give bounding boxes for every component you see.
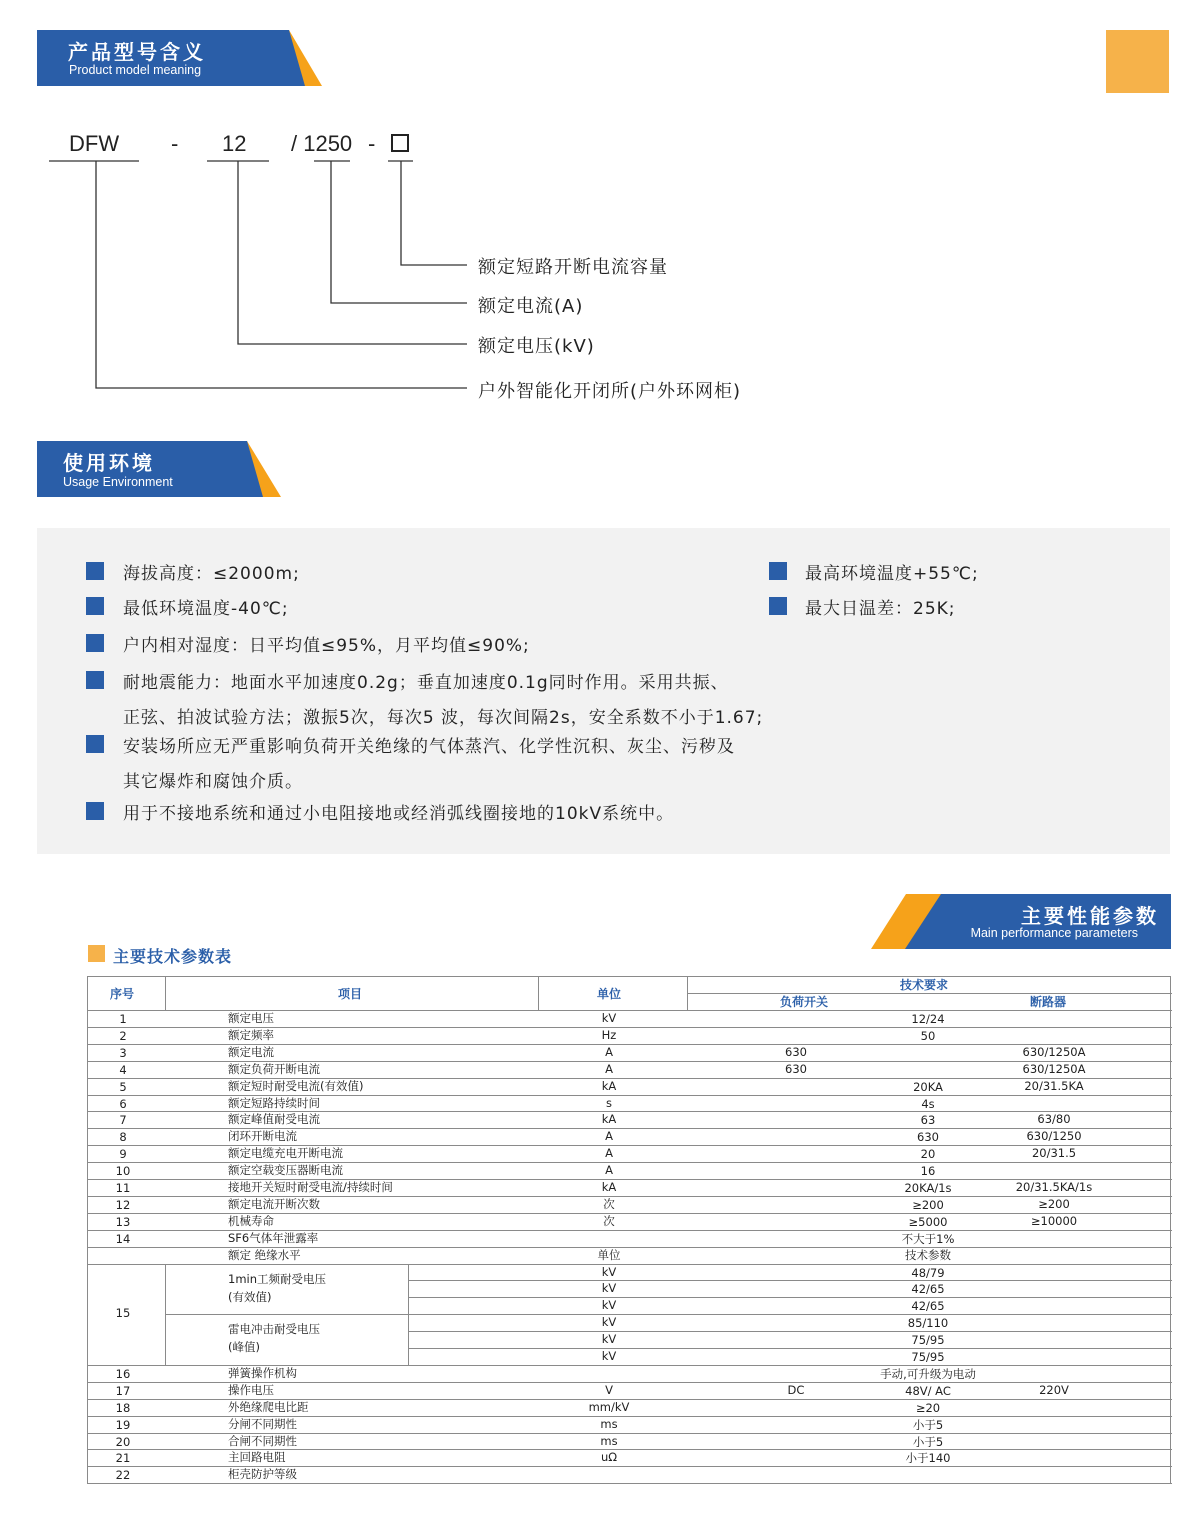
row-unit: Hz <box>601 1027 617 1042</box>
row-number: 1 <box>119 1012 127 1026</box>
bullet-square <box>86 634 104 652</box>
model-dash: - <box>171 131 179 156</box>
row-value: 20KA/1s <box>904 1181 952 1195</box>
row-item: 外绝缘爬电比距 <box>228 1399 309 1414</box>
row-circuit-breaker-value: ≥10000 <box>1030 1213 1078 1228</box>
section-banner-performance <box>871 894 1171 949</box>
row-item: 额定峰值耐受电流 <box>228 1112 320 1127</box>
subrow-divider <box>408 1280 1172 1281</box>
subrow-value: 42/65 <box>911 1282 945 1297</box>
subrow-value: 85/110 <box>907 1316 949 1331</box>
row-item: SF6气体年泄露率 <box>228 1230 319 1245</box>
row-value: 20 <box>920 1147 936 1162</box>
row-unit: A <box>605 1044 613 1059</box>
column-divider <box>538 977 539 1010</box>
section-title: 产品型号含义 <box>68 40 206 64</box>
row-value: 63 <box>920 1113 936 1128</box>
row-item: 额定电流开断次数 <box>228 1196 320 1211</box>
model-part-dfw: DFW <box>69 131 120 156</box>
row-circuit-breaker-value: 630/1250A <box>1022 1044 1086 1059</box>
row-number: 22 <box>115 1468 131 1483</box>
bullet-square <box>86 802 104 820</box>
subrow-unit: kV <box>601 1315 617 1330</box>
row-unit: A <box>605 1163 613 1178</box>
row-number: 18 <box>115 1400 131 1415</box>
group-lightning-impulse-label: 雷电冲击耐受电压 <box>228 1322 320 1337</box>
row-number: 7 <box>119 1113 127 1128</box>
env-max-temp: 最高环境温度+55℃; <box>805 564 979 584</box>
row-number: 12 <box>115 1197 131 1212</box>
env-installation: 安装场所应无严重影响负荷开关绝缘的气体蒸汽、化学性沉积、灰尘、污秽及 <box>123 737 735 757</box>
row-value: 630 <box>917 1130 939 1145</box>
subrow-divider <box>408 1297 1172 1298</box>
row-item: 额定电缆充电开断电流 <box>228 1146 343 1161</box>
row-circuit-breaker-value: 63/80 <box>1037 1112 1071 1127</box>
legend-breaking-capacity: 额定短路开断电流容量 <box>478 257 668 278</box>
row-number: 8 <box>119 1130 127 1145</box>
row-number: 4 <box>119 1062 127 1077</box>
row-number: 21 <box>115 1451 131 1466</box>
subrow-unit: kV <box>601 1264 617 1279</box>
row-number: 10 <box>115 1164 131 1179</box>
subrow-value: 42/65 <box>911 1299 945 1314</box>
subrow-value: 75/95 <box>911 1350 945 1364</box>
row-item: 额定空载变压器断电流 <box>228 1163 343 1178</box>
legend-rated-current: 额定电流(A) <box>478 296 584 317</box>
row-value: ≥20 <box>915 1400 941 1415</box>
model-part-voltage: 12 <box>222 131 247 156</box>
section-subtitle: Usage Environment <box>63 475 173 489</box>
row-item: 额定电压 <box>228 1011 274 1025</box>
row-item: 柜壳防护等级 <box>228 1467 297 1482</box>
row-value: 手动,可升级为电动 <box>880 1366 976 1381</box>
header-requirement: 技术要求 <box>900 978 949 992</box>
row-unit: kA <box>601 1112 617 1127</box>
row-unit: A <box>605 1129 613 1144</box>
row-circuit-breaker-value: ≥200 <box>1038 1196 1070 1211</box>
section-title: 主要性能参数 <box>1021 904 1159 928</box>
row-item: 额定短路持续时间 <box>228 1095 320 1110</box>
subrow-value: 75/95 <box>911 1333 945 1348</box>
env-humidity: 户内相对湿度：日平均值≤95%，月平均值≤90%; <box>123 636 530 656</box>
row-item: 额定频率 <box>228 1027 274 1042</box>
section-subtitle: Product model meaning <box>69 63 202 77</box>
row-item: 接地开关短时耐受电流/持续时间 <box>228 1180 393 1194</box>
row-number: 13 <box>115 1214 131 1229</box>
row-value: ≥5000 <box>908 1214 948 1229</box>
row-value: 小于5 <box>912 1417 944 1432</box>
env-grounding: 用于不接地系统和通过小电阻接地或经消弧线圈接地的10kV系统中。 <box>123 804 675 824</box>
insulation-header-value: 技术参数 <box>905 1247 951 1262</box>
row-number: 15 <box>115 1306 131 1321</box>
row-value: 4s <box>921 1096 935 1111</box>
row-value: ≥200 <box>912 1197 944 1212</box>
row-value: 48V/ AC <box>905 1383 951 1398</box>
env-seismic: 耐地震能力：地面水平加速度0.2g；垂直加速度0.1g同时作用。采用共振、 <box>123 673 729 693</box>
row-unit: kV <box>601 1011 617 1025</box>
header-divider <box>687 993 1172 994</box>
row-unit: 次 <box>603 1196 615 1211</box>
env-daily-temp-diff: 最大日温差：25K; <box>805 599 956 619</box>
row-item: 闭环开断电流 <box>228 1129 297 1144</box>
subrow-divider <box>408 1348 1172 1349</box>
row-number: 9 <box>119 1147 127 1162</box>
row-circuit-breaker-value: 630/1250 <box>1026 1129 1082 1144</box>
row-unit: ms <box>600 1433 618 1448</box>
row-number: 16 <box>115 1366 131 1381</box>
bullet-square <box>769 562 787 580</box>
group-lightning-impulse-sub: (峰值) <box>228 1340 260 1355</box>
row-item: 额定负荷开断电流 <box>228 1061 320 1076</box>
header-item: 项目 <box>338 987 363 1001</box>
row-unit: mm/kV <box>588 1399 630 1414</box>
model-part-current: / 1250 <box>291 131 353 156</box>
subrow-unit: kV <box>601 1349 617 1363</box>
row-load-switch-value: 630 <box>785 1061 807 1076</box>
row-value: 50 <box>920 1028 936 1043</box>
section-banner-environment <box>37 441 281 497</box>
group-power-frequency-sub: (有效值) <box>228 1289 272 1304</box>
row-number: 14 <box>115 1231 131 1246</box>
row-number: 19 <box>115 1417 131 1432</box>
row-item: 主回路电阻 <box>228 1450 286 1465</box>
subrow-unit: kV <box>601 1281 617 1296</box>
row-number: 6 <box>119 1096 127 1111</box>
row-unit: V <box>605 1382 613 1397</box>
caption-square <box>88 945 105 962</box>
header-circuit-breaker: 断路器 <box>1030 995 1067 1009</box>
row-unit: s <box>606 1095 612 1110</box>
model-bracket-lines <box>0 0 1200 420</box>
row-number: 11 <box>115 1181 131 1195</box>
bullet-square <box>769 597 787 615</box>
row-circuit-breaker-value: 630/1250A <box>1022 1061 1086 1076</box>
subrow-unit: kV <box>601 1332 617 1347</box>
row-number: 3 <box>119 1045 127 1060</box>
row-circuit-breaker-value: 220V <box>1039 1382 1069 1397</box>
row-load-switch-value: 630 <box>785 1044 807 1059</box>
row-divider <box>88 1483 1172 1484</box>
row-unit: A <box>605 1061 613 1076</box>
insulation-header-item: 额定 绝缘水平 <box>228 1247 301 1262</box>
bullet-square <box>86 562 104 580</box>
subrow-unit: kV <box>601 1298 617 1313</box>
row-number: 20 <box>115 1434 131 1449</box>
row-unit: uΩ <box>600 1450 618 1465</box>
row-unit: kA <box>601 1180 617 1194</box>
group-power-frequency-label: 1min工频耐受电压 <box>228 1271 327 1286</box>
header-no: 序号 <box>110 987 135 1001</box>
row-unit: A <box>605 1146 613 1161</box>
row-circuit-breaker-value: 20/31.5KA/1s <box>1015 1180 1093 1194</box>
bullet-square <box>86 735 104 753</box>
row-item: 机械寿命 <box>228 1213 274 1228</box>
header-load-switch: 负荷开关 <box>780 995 829 1009</box>
row-value: 不大于1% <box>901 1231 955 1246</box>
env-min-temp: 最低环境温度-40℃; <box>123 599 289 619</box>
bullet-square <box>86 671 104 689</box>
env-installation-cont: 其它爆炸和腐蚀介质。 <box>123 772 303 792</box>
spec-table <box>87 976 1171 1484</box>
env-altitude: 海拔高度：≤2000m; <box>123 564 300 584</box>
bullet-square <box>86 597 104 615</box>
header-unit: 单位 <box>597 987 622 1001</box>
row-circuit-breaker-value: 20/31.5KA <box>1024 1078 1084 1093</box>
table-caption: 主要技术参数表 <box>113 947 233 966</box>
legend-rated-voltage: 额定电压(kV) <box>478 336 595 357</box>
row-item: 弹簧操作机构 <box>228 1365 297 1380</box>
subrow-value: 48/79 <box>911 1265 945 1280</box>
subrow-divider <box>408 1331 1172 1332</box>
section-subtitle: Main performance parameters <box>970 926 1138 940</box>
row-item: 合闸不同期性 <box>228 1433 297 1448</box>
insulation-header-unit: 单位 <box>597 1247 621 1262</box>
row-load-switch-value: DC <box>787 1382 805 1397</box>
env-seismic-cont: 正弦、拍波试验方法；激振5次，每次5 波，每次间隔2s，安全系数不小于1.67; <box>123 708 764 728</box>
row-number: 17 <box>115 1383 131 1398</box>
row-value: 12/24 <box>911 1012 945 1026</box>
row-value: 小于140 <box>905 1451 951 1466</box>
legend-product-type: 户外智能化开闭所(户外环网柜) <box>478 381 742 402</box>
row-unit: kA <box>601 1078 617 1093</box>
row-item: 额定电流 <box>228 1044 274 1059</box>
row-unit: ms <box>600 1416 618 1431</box>
row-value: 16 <box>920 1164 936 1179</box>
section-title: 使用环境 <box>63 451 155 475</box>
row-circuit-breaker-value: 20/31.5 <box>1031 1146 1077 1161</box>
row-unit: 次 <box>603 1213 615 1228</box>
row-value: 20KA <box>913 1079 943 1094</box>
row-value: 小于5 <box>912 1434 944 1449</box>
model-dash: - <box>368 131 376 156</box>
row-item: 操作电压 <box>228 1382 274 1397</box>
column-divider <box>165 977 166 1010</box>
row-number: 5 <box>119 1079 127 1094</box>
row-number: 2 <box>119 1028 127 1043</box>
row-item: 额定短时耐受电流(有效值) <box>228 1078 364 1093</box>
row-item: 分闸不同期性 <box>228 1416 297 1431</box>
